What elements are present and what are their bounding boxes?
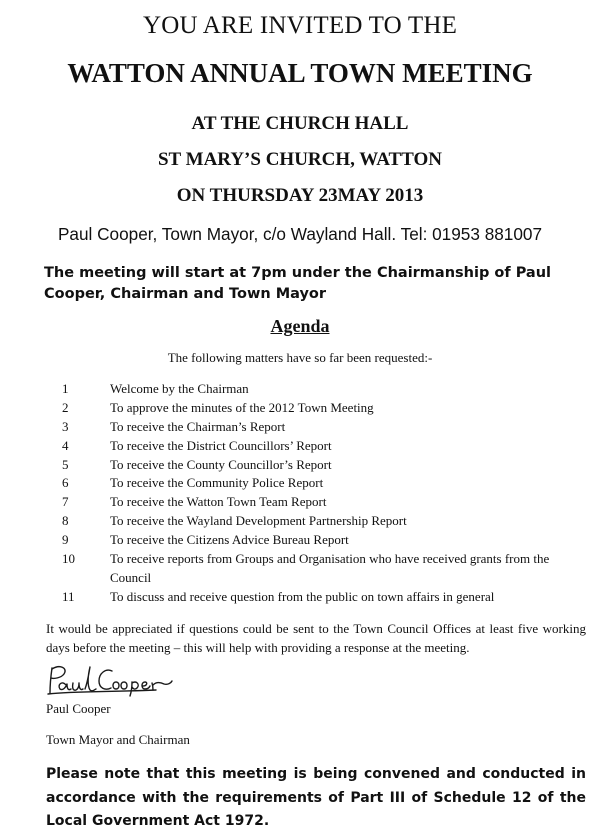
church-line: ST MARY’S CHURCH, WATTON — [157, 149, 443, 170]
agenda-item-number: 4 — [62, 437, 69, 453]
agenda-item-text: To receive the Wayland Development Partnership Report — [110, 513, 407, 529]
agenda-item-number: 8 — [62, 513, 69, 529]
agenda-item — [0, 493, 600, 512]
agenda-item-number: 9 — [62, 532, 69, 548]
agenda-item-text: To receive the Community Police Report — [110, 475, 324, 491]
date-line: ON THURSDAY 23MAY 2013 — [176, 185, 424, 206]
signatory-name: Paul Cooper — [46, 701, 111, 716]
agenda-item-number: 2 — [62, 399, 69, 415]
agenda-item — [0, 456, 600, 475]
agenda-item — [0, 399, 600, 418]
questions-note: It would be appreciated if questions could be sent to the Town Council Offices at least five working days before the meeting – this will help with providing a response at the meeting. — [46, 621, 586, 655]
agenda-item — [0, 588, 600, 607]
start-notice: The meeting will start at 7pm under the Chairmanship of Paul Cooper, Chairman and Town Mayor — [44, 265, 552, 302]
agenda-item-number: 3 — [62, 418, 69, 434]
agenda-intro: The following matters have so far been requested:- — [167, 350, 433, 365]
meeting-title: WATTON ANNUAL TOWN MEETING — [67, 58, 533, 88]
agenda-item-number: 11 — [62, 588, 75, 604]
agenda-item-text: To receive the Watton Town Team Report — [110, 494, 327, 510]
agenda-item-text: To approve the minutes of the 2012 Town Meeting — [110, 399, 374, 415]
signatory-role: Town Mayor and Chairman — [46, 732, 190, 747]
agenda-item-number: 1 — [62, 381, 69, 396]
agenda-item — [0, 531, 600, 550]
agenda-item — [0, 512, 600, 531]
agenda-item — [0, 437, 600, 456]
agenda-list — [0, 380, 600, 607]
agenda-heading: Agenda — [270, 316, 330, 336]
invitation-line: YOU ARE INVITED TO THE — [142, 12, 458, 39]
agenda-item-text: To receive the Citizens Advice Bureau Report — [110, 532, 349, 548]
agenda-item — [0, 474, 600, 493]
agenda-item-text: To receive the County Councillor’s Report — [110, 456, 332, 472]
agenda-item — [0, 418, 600, 437]
agenda-item-number: 5 — [62, 456, 69, 472]
handwritten-signature — [44, 663, 174, 697]
agenda-item — [0, 380, 600, 399]
agenda-item-number: 10 — [62, 551, 75, 567]
agenda-item-number: 6 — [62, 475, 69, 491]
venue-line: AT THE CHURCH HALL — [191, 113, 409, 134]
agenda-item-text: To receive the District Councillors’ Report — [110, 437, 332, 453]
agenda-item-text: To receive reports from Groups and Organisation who have received grants from the Council — [110, 551, 550, 585]
agenda-item-text: To discuss and receive question from the public on town affairs in general — [110, 588, 495, 604]
legal-notice: Please note that this meeting is being convened and conducted in accordance with the requirements of Part III of Schedule 12 of the Local Government Act 1972. — [46, 766, 586, 829]
agenda-item-number: 7 — [62, 494, 69, 510]
agenda-item-text: Welcome by the Chairman — [110, 381, 249, 396]
contact-line: Paul Cooper, Town Mayor, c/o Wayland Hall. Tel: 01953 881007 — [57, 224, 543, 244]
agenda-item — [0, 550, 600, 588]
agenda-item-text: To receive the Chairman’s Report — [110, 418, 286, 434]
